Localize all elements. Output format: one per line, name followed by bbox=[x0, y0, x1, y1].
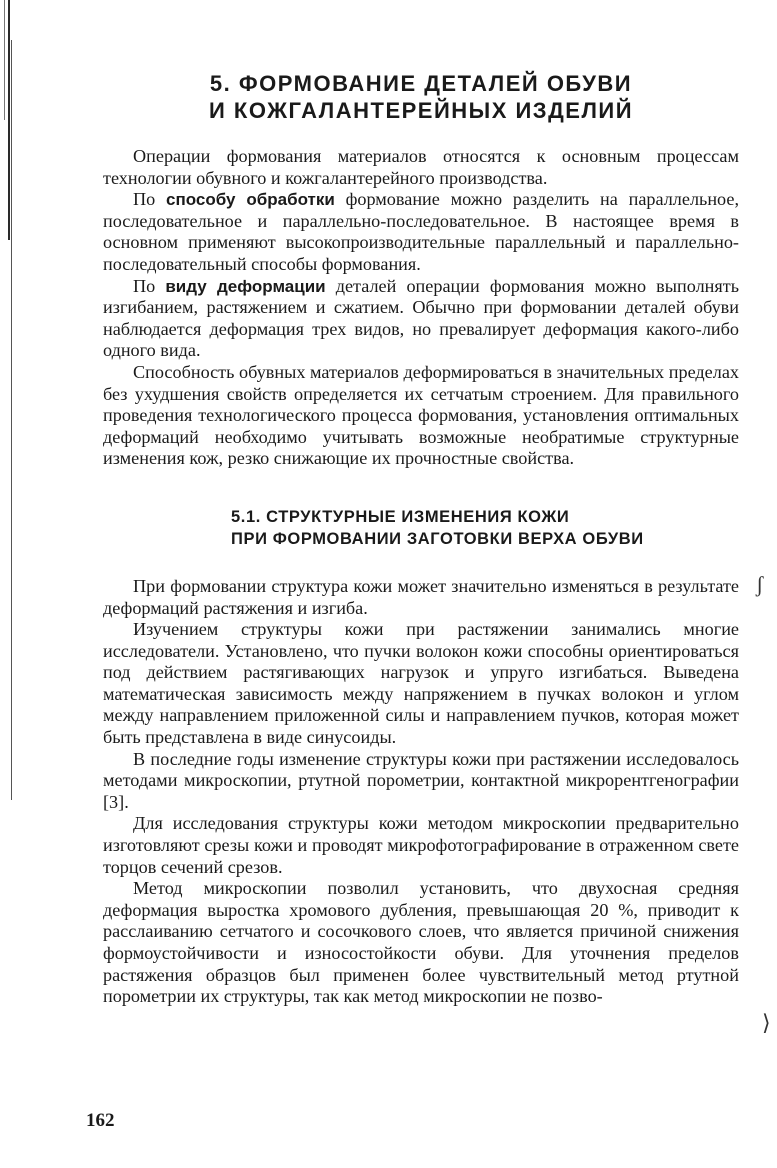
page-number: 162 bbox=[86, 1110, 115, 1131]
paragraph bbox=[103, 276, 739, 362]
paragraph-text: По bbox=[133, 189, 166, 210]
margin-pencil-mark: ⟩ bbox=[762, 1010, 771, 1035]
binding-edge-line bbox=[11, 40, 12, 800]
bold-term: виду деформации bbox=[165, 276, 326, 296]
paragraph-text: деталей операции формования можно выполнять изгибанием, растяжением и сжатием. Обычно при формовании деталей обуви наблюдается деформация трех видов, но превалирует деформация какого-либо одного вида. bbox=[103, 275, 739, 361]
paragraph: Способность обувных материалов деформироваться в значительных пределах без ухудшения свойств определяется их сетчатым строением. Для правильного проведения технологического процесса формования, установления оптимальных деформаций необходимо учитывать возможные необратимые структурные изменения кож, резко снижающие их прочностные свойства. bbox=[103, 361, 739, 469]
paragraph: Операции формования материалов относятся к основным процессам технологии обувного и кожгалантерейного производства. bbox=[103, 146, 739, 188]
binding-edge-line bbox=[4, 0, 5, 120]
paragraph: Для исследования структуры кожи методом микроскопии предварительно изготовляют срезы кожи и проводят микрофотографирование в отраженном свете торцов сечений срезов. bbox=[103, 813, 739, 877]
paragraph-text: По bbox=[133, 275, 166, 296]
paragraph bbox=[103, 189, 739, 275]
chapter-title-line-1: 5. ФОРМОВАНИЕ ДЕТАЛЕЙ ОБУВИ bbox=[209, 71, 633, 96]
page-content bbox=[103, 70, 739, 1008]
paragraph: Метод микроскопии позволил установить, что двухосная средняя деформация выростка хромового дубления, превышающая 20 %, приводит к расслаиванию сетчатого и сосочкового слоев, что является причиной снижения формоустойчивости и износостойкости обуви. Для уточнения пределов растяжения образцов был применен более чувствительный метод ртутной порометрии их структуры, так как метод микроскопии не позво- bbox=[103, 878, 739, 1007]
paragraph-text: формование можно разделить на параллельное, последовательное и параллельно-последовательное. В настоящее время в основном применяют высокопроизводительные параллельный и параллельно-последовательный способы формования. bbox=[103, 189, 739, 274]
section-title-line-2: ПРИ ФОРМОВАНИИ ЗАГОТОВКИ ВЕРХА ОБУВИ bbox=[231, 529, 644, 548]
bold-term: способу обработки bbox=[165, 190, 335, 210]
paragraph: В последние годы изменение структуры кожи при растяжении исследовалось методами микроскопии, ртутной порометрии, контактной микрорентгенографии [3]. bbox=[103, 748, 739, 812]
chapter-title-line-2: И КОЖГАЛАНТЕРЕЙНЫХ ИЗДЕЛИЙ bbox=[209, 98, 633, 123]
chapter-title bbox=[103, 70, 739, 124]
section-title-line-1: 5.1. СТРУКТУРНЫЕ ИЗМЕНЕНИЯ КОЖИ bbox=[231, 507, 570, 526]
binding-edge-line bbox=[8, 0, 10, 240]
paragraph: Изучением структуры кожи при растяжении занимались многие исследователи. Установлено, что пучки волокон кожи способны ориентироваться под действием растягивающих нагрузок и упруго изгибаться. Выведена математическая зависимость между напряжением в пучках волокон и углом между направлением приложенной силы и направлением пучков, которая может быть представлена в виде синусоиды. bbox=[103, 619, 739, 748]
section-title bbox=[103, 506, 739, 550]
margin-pencil-mark: ʃ bbox=[756, 572, 764, 597]
paragraph: При формовании структура кожи может значительно изменяться в результате деформаций растяжения и изгиба. bbox=[103, 575, 739, 618]
